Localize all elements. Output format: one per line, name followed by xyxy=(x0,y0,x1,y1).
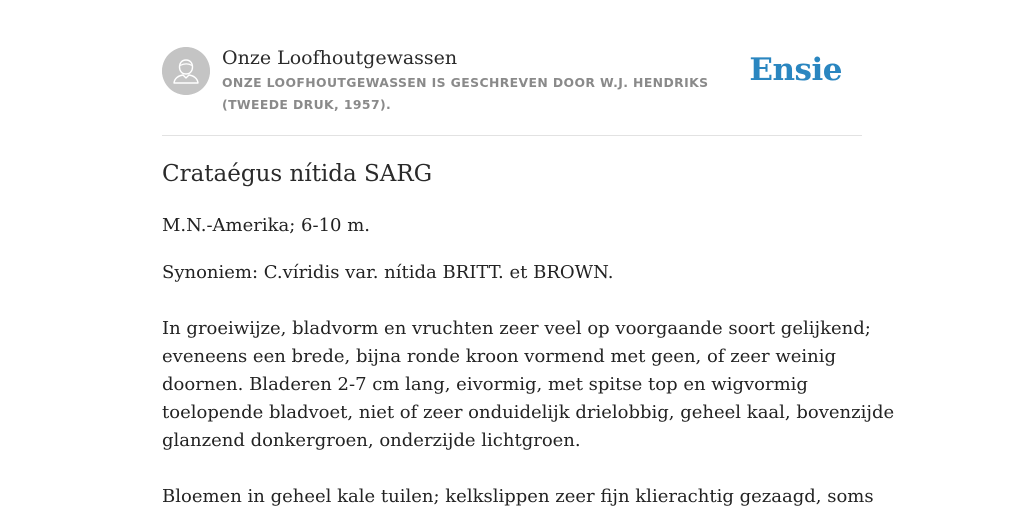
source-title[interactable]: Onze Loofhoutgewassen xyxy=(222,47,458,69)
description-line: glanzend donkergroen, onderzijde lichtgroen. xyxy=(162,430,581,451)
user-icon xyxy=(162,47,210,95)
description-line: toelopende bladvoet, niet of zeer onduidelijk drielobbig, geheel kaal, bovenzijde xyxy=(162,402,895,423)
description-line: doornen. Bladeren 2-7 cm lang, eivormig, met spitse top en wigvormig xyxy=(162,374,808,395)
article-flowers: Bloemen in geheel kale tuilen; kelkslippen zeer fijn klierachtig gezaagd, soms xyxy=(162,486,874,507)
article-title: Crataégus nítida SARG xyxy=(162,161,433,187)
article-synonym: Synoniem: C.víridis var. nítida BRITT. et BROWN. xyxy=(162,262,614,283)
source-avatar[interactable] xyxy=(162,47,210,95)
article-origin: M.N.-Amerika; 6-10 m. xyxy=(162,215,371,236)
ensie-logo[interactable]: Ensie xyxy=(749,52,842,88)
page-container xyxy=(162,0,895,507)
description-line: In groeiwijze, bladvorm en vruchten zeer veel op voorgaande soort gelijkend; xyxy=(162,318,871,339)
description-line: eveneens een brede, bijna ronde kroon vormend met geen, of zeer weinig xyxy=(162,346,837,367)
source-description: ONZE LOOFHOUTGEWASSEN IS GESCHREVEN DOOR W.J. HENDRIKS (TWEEDE DRUK, 1957). xyxy=(222,75,709,112)
source-header xyxy=(162,0,862,136)
article-description xyxy=(162,315,895,455)
